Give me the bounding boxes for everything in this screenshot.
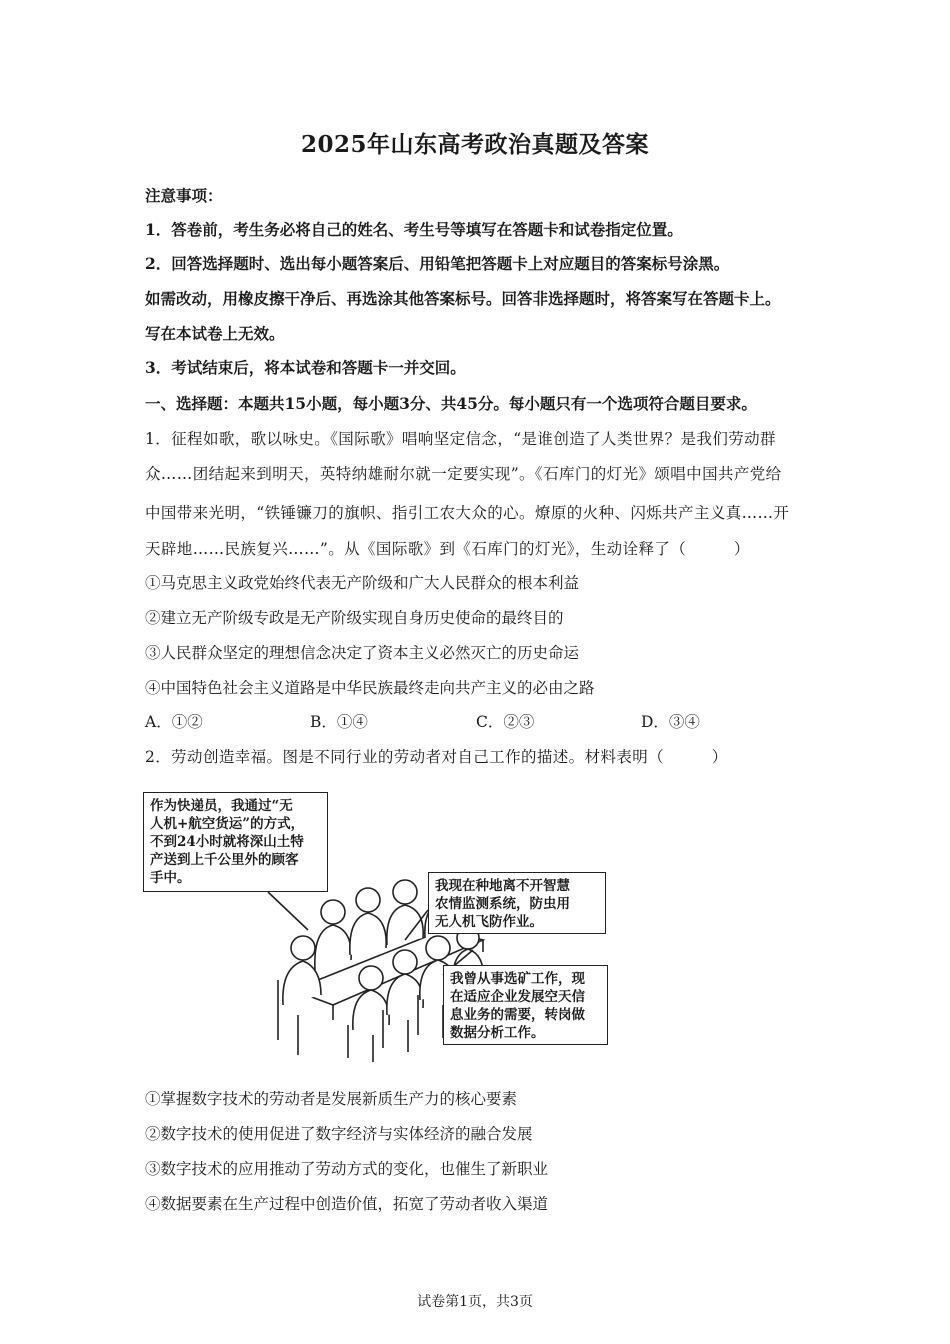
q2-statement-3: ③数字技术的应用推动了劳动方式的变化，也催生了新职业 bbox=[145, 1160, 549, 1178]
bubble-courier-line-2: 人机+航空货运”的方式， bbox=[150, 816, 305, 832]
q1-stem-line-2: 众……团结起来到明天，英特纳雄耐尔就一定要实现”。《石库门的灯光》颂唱中国共产党给 bbox=[145, 465, 782, 483]
q2-statement-4: ④数据要素在生产过程中创造价值，拓宽了劳动者收入渠道 bbox=[145, 1195, 549, 1213]
q1-stem-line-4: 天辟地……民族复兴……”。从《国际歌》到《石库门的灯光》，生动诠释了（ ） bbox=[145, 540, 750, 558]
page-footer: 试卷第1页，共3页 bbox=[417, 1294, 533, 1310]
speech-bubble-farmer bbox=[428, 872, 606, 934]
workers-illustration bbox=[143, 780, 613, 1065]
q1-stem-line-3: 中国带来光明，“铁锤镰刀的旗帜、指引工农大众的心。燎原的火种、闪烁共产主义真……开 bbox=[145, 504, 790, 522]
bubble-farmer-line-3: 无人机飞防作业。 bbox=[435, 914, 543, 930]
q1-statement-1: ①马克思主义政党始终代表无产阶级和广大人民群众的根本利益 bbox=[145, 574, 580, 592]
bubble-courier-line-3: 不到24小时就将深山土特 bbox=[150, 834, 304, 850]
q1-statement-4: ④中国特色社会主义道路是中华民族最终走向共产主义的必由之路 bbox=[145, 679, 595, 697]
notice-item-1: 1．答卷前，考生务必将自己的姓名、考生号等填写在答题卡和试卷指定位置。 bbox=[145, 220, 683, 239]
bubble-analyst-line-4: 数据分析工作。 bbox=[450, 1025, 545, 1041]
q1-statement-3: ③人民群众坚定的理想信念决定了资本主义必然灭亡的历史命运 bbox=[145, 644, 580, 662]
q1-option-b: B．①④ bbox=[310, 713, 368, 731]
notice-item-2: 2．回答选择题时、选出每小题答案后、用铅笔把答题卡上对应题目的答案标号涂黑。 bbox=[145, 254, 730, 273]
q2-statement-1: ①掌握数字技术的劳动者是发展新质生产力的核心要素 bbox=[145, 1090, 518, 1108]
section-heading: 一、选择题：本题共15小题，每小题3分、共45分。每小题只有一个选项符合题目要求。 bbox=[145, 394, 757, 413]
notice-item-2-cont: 如需改动，用橡皮擦干净后、再选涂其他答案标号。回答非选择题时，将答案写在答题卡上。 bbox=[145, 289, 781, 308]
q2-stem: 2．劳动创造幸福。图是不同行业的劳动者对自己工作的描述。材料表明（ ） bbox=[145, 748, 728, 766]
q1-statement-2: ②建立无产阶级专政是无产阶级实现自身历史使命的最终目的 bbox=[145, 609, 564, 627]
bubble-courier-line-5: 手中。 bbox=[150, 870, 191, 886]
bubble-farmer-line-2: 农情监测系统，防虫用 bbox=[435, 896, 570, 912]
bubble-farmer-line-1: 我现在种地离不开智慧 bbox=[435, 878, 570, 894]
q1-option-c: C．②③ bbox=[476, 713, 535, 731]
bubble-analyst-line-1: 我曾从事选矿工作，现 bbox=[450, 971, 585, 987]
speech-bubble-data-analyst bbox=[443, 965, 608, 1045]
speech-bubble-courier bbox=[143, 792, 328, 892]
q2-statement-2: ②数字技术的使用促进了数字经济与实体经济的融合发展 bbox=[145, 1125, 533, 1143]
bubble-courier-line-4: 产送到上千公里外的顾客 bbox=[150, 852, 299, 868]
q1-stem-line-1: 1．征程如歌，歌以咏史。《国际歌》唱响坚定信念，“是谁创造了人类世界？是我们劳动群 bbox=[145, 430, 776, 448]
notice-item-3: 3．考试结束后，将本试卷和答题卡一并交回。 bbox=[145, 358, 466, 377]
q1-option-a: A．①② bbox=[145, 713, 203, 731]
notice-item-2-end: 写在本试卷上无效。 bbox=[145, 324, 285, 343]
bubble-courier-line-1: 作为快递员，我通过“无 bbox=[150, 798, 293, 814]
page-title: 2025年山东高考政治真题及答案 bbox=[300, 131, 649, 158]
bubble-analyst-line-3: 息业务的需要，转岗做 bbox=[450, 1007, 585, 1023]
q1-option-d: D．③④ bbox=[641, 713, 700, 731]
bubble-analyst-line-2: 在适应企业发展空天信 bbox=[450, 989, 585, 1005]
notice-heading: 注意事项： bbox=[145, 186, 223, 205]
